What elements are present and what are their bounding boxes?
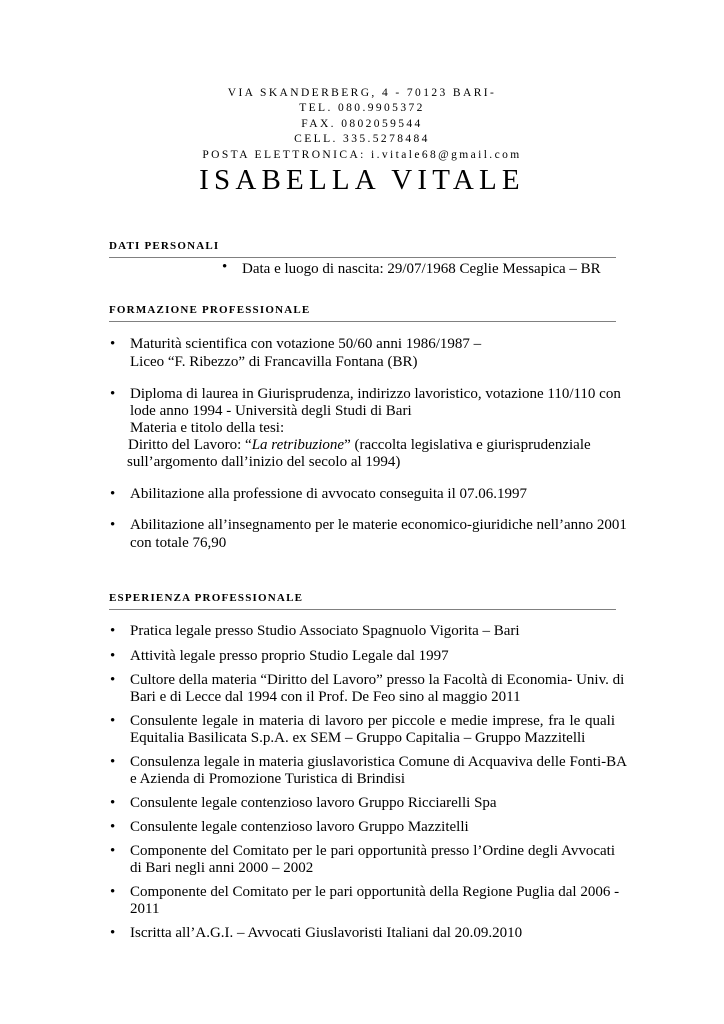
bullet: • bbox=[110, 336, 116, 352]
education-line: Abilitazione all’insegnamento per le materie economico-giuridiche nell’anno 2001 bbox=[130, 517, 627, 533]
thesis-prefix: Diritto del Lavoro: “ bbox=[128, 437, 252, 453]
experience-line: Consulente legale contenzioso lavoro Gruppo Ricciarelli Spa bbox=[130, 795, 497, 811]
experience-line: Consulente legale in materia di lavoro per piccole e medie imprese, fra le quali bbox=[130, 713, 615, 729]
bullet: • bbox=[110, 925, 116, 941]
bullet: • bbox=[222, 259, 228, 275]
person-name: ISABELLA VITALE bbox=[199, 164, 525, 196]
contact-address: VIA SKANDERBERG, 4 - 70123 BARI- bbox=[227, 87, 497, 99]
bullet: • bbox=[110, 884, 116, 900]
experience-line: Componente del Comitato per le pari opportunità presso l’Ordine degli Avvocati bbox=[130, 843, 615, 859]
thesis-suffix: ” (raccolta legislativa e giurisprudenziale bbox=[344, 437, 591, 453]
bullet: • bbox=[110, 517, 116, 533]
section-rule bbox=[109, 609, 616, 610]
bullet: • bbox=[110, 819, 116, 835]
section-rule bbox=[109, 257, 616, 258]
contact-fax: FAX. 0802059544 bbox=[301, 117, 423, 130]
experience-line: Bari e di Lecce dal 1994 con il Prof. De Feo sino al maggio 2011 bbox=[130, 689, 521, 705]
bullet: • bbox=[110, 713, 116, 729]
contact-block bbox=[0, 86, 724, 163]
bullet: • bbox=[110, 648, 116, 664]
experience-line: di Bari negli anni 2000 – 2002 bbox=[130, 860, 314, 876]
education-line: Abilitazione alla professione di avvocato conseguita il 07.06.1997 bbox=[130, 486, 527, 502]
experience-line: Cultore della materia “Diritto del Lavoro” presso la Facoltà di Economia- Univ. di bbox=[130, 672, 625, 688]
experience-line: Pratica legale presso Studio Associato Spagnuolo Vigorita – Bari bbox=[130, 623, 520, 639]
bullet: • bbox=[110, 754, 116, 770]
bullet: • bbox=[110, 623, 116, 639]
bullet: • bbox=[110, 672, 116, 688]
thesis-title: La retribuzione bbox=[251, 437, 345, 453]
education-line: Diploma di laurea in Giurisprudenza, indirizzo lavoristico, votazione 110/110 con bbox=[130, 386, 621, 402]
bullet: • bbox=[110, 843, 116, 859]
thesis-line bbox=[128, 437, 591, 454]
education-line: lode anno 1994 - Università degli Studi di Bari bbox=[130, 403, 412, 419]
section-title-personal: DATI PERSONALI bbox=[109, 240, 220, 252]
experience-line: Componente del Comitato per le pari opportunità della Regione Puglia dal 2006 - bbox=[130, 884, 620, 900]
education-line: Maturità scientifica con votazione 50/60 anni 1986/1987 – bbox=[130, 336, 482, 352]
experience-line: Consulenza legale in materia giuslavoristica Comune di Acquaviva delle Fonti-BA bbox=[130, 754, 627, 770]
education-line: con totale 76,90 bbox=[130, 535, 227, 551]
experience-line: Iscritta all’A.G.I. – Avvocati Giuslavoristi Italiani dal 20.09.2010 bbox=[130, 925, 523, 941]
section-title-experience: ESPERIENZA PROFESSIONALE bbox=[109, 592, 304, 604]
experience-line: 2011 bbox=[130, 901, 160, 917]
education-line: Liceo “F. Ribezzo” di Francavilla Fontana (BR) bbox=[130, 354, 418, 370]
section-rule bbox=[109, 321, 616, 322]
bullet: • bbox=[110, 795, 116, 811]
birth-info: Data e luogo di nascita: 29/07/1968 Ceglie Messapica – BR bbox=[242, 261, 601, 277]
contact-cell: CELL. 335.5278484 bbox=[294, 133, 430, 146]
experience-line: Attività legale presso proprio Studio Legale dal 1997 bbox=[130, 648, 449, 664]
experience-line: Consulente legale contenzioso lavoro Gruppo Mazzitelli bbox=[130, 819, 469, 835]
bullet: • bbox=[110, 386, 116, 402]
education-line: Materia e titolo della tesi: bbox=[130, 420, 285, 436]
experience-line: Equitalia Basilicata S.p.A. ex SEM – Gruppo Capitalia – Gruppo Mazzitelli bbox=[130, 730, 586, 746]
education-line: sull’argomento dall’inizio del secolo al 1994) bbox=[127, 454, 401, 470]
contact-email: POSTA ELETTRONICA: i.vitale68@gmail.com bbox=[202, 148, 522, 161]
experience-line: e Azienda di Promozione Turistica di Brindisi bbox=[130, 771, 405, 787]
section-title-education: FORMAZIONE PROFESSIONALE bbox=[109, 304, 311, 316]
bullet: • bbox=[110, 486, 116, 502]
contact-tel: TEL. 080.9905372 bbox=[299, 102, 425, 115]
